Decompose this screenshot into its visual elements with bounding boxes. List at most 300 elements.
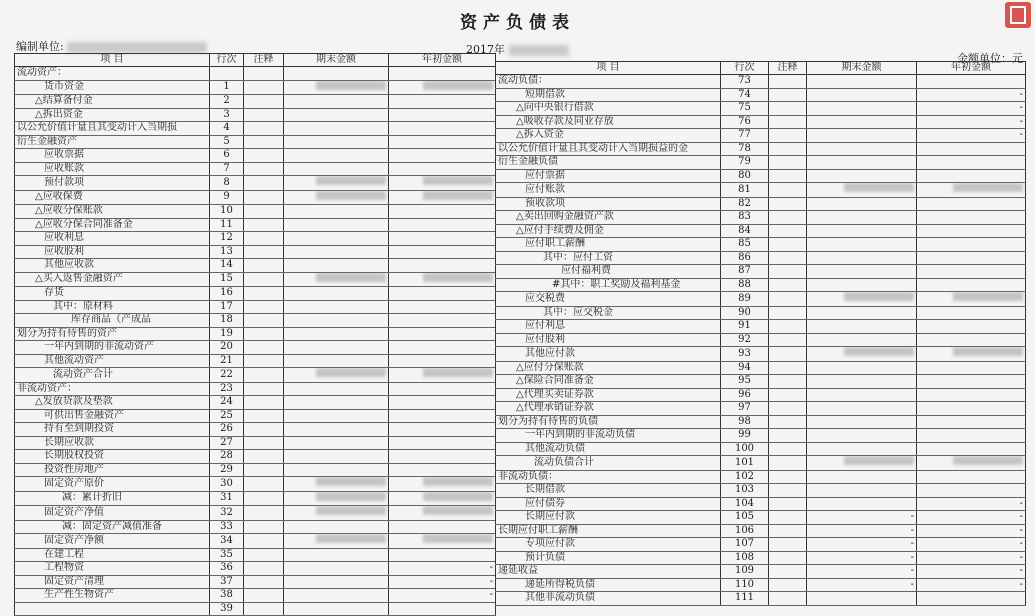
row-item: 其他流动负债 bbox=[496, 442, 721, 456]
row-item: 流动资产合计 bbox=[15, 368, 210, 383]
row-note bbox=[244, 80, 284, 95]
table-row bbox=[15, 135, 496, 149]
row-note bbox=[769, 88, 807, 102]
row-end-amount bbox=[284, 272, 389, 287]
redacted-amount bbox=[316, 368, 386, 377]
page-title: 资产负债表 bbox=[460, 13, 575, 33]
row-begin-amount: - bbox=[917, 538, 1026, 552]
row-end-amount bbox=[807, 388, 917, 402]
redacted-amount bbox=[423, 534, 493, 543]
table-row bbox=[15, 80, 496, 95]
row-item: 其他非流动负债 bbox=[496, 592, 721, 606]
row-item: 其中：原材料 bbox=[15, 300, 210, 314]
row-line-no: 9 bbox=[210, 190, 244, 205]
unit-label: 金额单位：元 bbox=[957, 52, 1023, 65]
redacted-amount bbox=[423, 492, 493, 501]
row-note bbox=[244, 409, 284, 423]
row-begin-amount bbox=[917, 484, 1026, 498]
row-item: 减：固定资产减值准备 bbox=[15, 520, 210, 534]
row-end-amount bbox=[284, 287, 389, 301]
row-begin-amount bbox=[917, 470, 1026, 484]
table-row bbox=[15, 368, 496, 383]
table-row bbox=[15, 176, 496, 191]
row-line-no: 13 bbox=[210, 245, 244, 259]
period-value-redacted bbox=[509, 45, 569, 56]
row-begin-amount bbox=[917, 292, 1026, 307]
row-line-no: 27 bbox=[210, 436, 244, 450]
row-item: 应收票据 bbox=[15, 149, 210, 163]
row-note bbox=[244, 135, 284, 149]
row-note bbox=[769, 211, 807, 225]
compiler-field bbox=[16, 38, 207, 54]
redacted-amount bbox=[316, 492, 386, 501]
row-note bbox=[244, 162, 284, 176]
row-item: 应付福利费 bbox=[496, 265, 721, 279]
row-line-no: 5 bbox=[210, 135, 244, 149]
row-end-amount bbox=[284, 95, 389, 109]
row-end-amount bbox=[284, 520, 389, 534]
row-end-amount bbox=[284, 314, 389, 328]
row-line-no: 86 bbox=[721, 251, 769, 265]
row-note bbox=[244, 423, 284, 437]
header-end-amount: 期末金额 bbox=[284, 54, 389, 67]
row-begin-amount bbox=[389, 450, 496, 464]
table-row bbox=[496, 592, 1026, 606]
redacted-amount bbox=[423, 368, 493, 377]
redacted-amount bbox=[423, 506, 493, 515]
row-note bbox=[244, 232, 284, 246]
redacted-amount bbox=[316, 176, 386, 185]
redacted-amount bbox=[316, 81, 386, 90]
row-note bbox=[769, 333, 807, 347]
row-line-no: 6 bbox=[210, 149, 244, 163]
row-end-amount bbox=[807, 361, 917, 375]
table-row bbox=[496, 578, 1026, 592]
row-end-amount bbox=[807, 115, 917, 129]
row-item: △应收分保合同准备金 bbox=[15, 218, 210, 232]
header-note: 注释 bbox=[769, 62, 807, 75]
row-line-no: 77 bbox=[721, 129, 769, 143]
row-begin-amount: - bbox=[917, 578, 1026, 592]
row-note bbox=[244, 259, 284, 273]
year-text: 2017年 bbox=[466, 43, 505, 56]
table-row bbox=[496, 129, 1026, 143]
row-begin-amount bbox=[389, 67, 496, 81]
table-row bbox=[15, 300, 496, 314]
table-row bbox=[15, 95, 496, 109]
row-begin-amount bbox=[389, 162, 496, 176]
row-line-no: 30 bbox=[210, 477, 244, 492]
row-end-amount bbox=[284, 135, 389, 149]
table-row bbox=[15, 354, 496, 368]
table-row bbox=[496, 538, 1026, 552]
table-row bbox=[15, 436, 496, 450]
row-note bbox=[769, 183, 807, 198]
row-item: 其中：应交税金 bbox=[496, 306, 721, 320]
row-begin-amount bbox=[389, 314, 496, 328]
row-item: 以公允价值计量且其变动计入当期损益的金 bbox=[496, 142, 721, 156]
row-begin-amount bbox=[917, 402, 1026, 416]
row-note bbox=[769, 238, 807, 252]
row-line-no: 105 bbox=[721, 511, 769, 525]
row-end-amount bbox=[284, 450, 389, 464]
row-note bbox=[769, 375, 807, 389]
row-item: 一年内到期的非流动资产 bbox=[15, 341, 210, 355]
row-item: 其中：应付工资 bbox=[496, 251, 721, 265]
row-line-no: 85 bbox=[721, 238, 769, 252]
row-line-no: 94 bbox=[721, 361, 769, 375]
row-line-no: 91 bbox=[721, 320, 769, 334]
row-end-amount bbox=[284, 354, 389, 368]
row-note bbox=[769, 511, 807, 525]
row-line-no: 108 bbox=[721, 551, 769, 565]
row-begin-amount bbox=[389, 149, 496, 163]
row-begin-amount bbox=[389, 520, 496, 534]
row-item: △应收分保账款 bbox=[15, 205, 210, 219]
table-row bbox=[15, 218, 496, 232]
row-begin-amount bbox=[917, 429, 1026, 443]
row-line-no: 89 bbox=[721, 292, 769, 307]
row-line-no: 35 bbox=[210, 548, 244, 562]
row-note bbox=[244, 190, 284, 205]
row-item: 库存商品（产成品 bbox=[15, 314, 210, 328]
row-begin-amount bbox=[917, 347, 1026, 362]
row-end-amount bbox=[284, 259, 389, 273]
table-row bbox=[496, 142, 1026, 156]
row-item: 衍生金融负债 bbox=[496, 156, 721, 170]
row-end-amount bbox=[284, 232, 389, 246]
row-begin-amount bbox=[389, 548, 496, 562]
header-item: 项 目 bbox=[496, 62, 721, 75]
row-item: 固定资产净值 bbox=[15, 506, 210, 521]
row-begin-amount bbox=[917, 375, 1026, 389]
table-row bbox=[15, 589, 496, 603]
row-note bbox=[244, 354, 284, 368]
row-item: 划分为持有待售的负债 bbox=[496, 415, 721, 429]
table-row bbox=[15, 162, 496, 176]
table-row bbox=[15, 314, 496, 328]
row-item: △发放贷款及垫款 bbox=[15, 396, 210, 410]
row-end-amount bbox=[284, 108, 389, 122]
row-begin-amount bbox=[917, 306, 1026, 320]
row-item: 固定资产清理 bbox=[15, 575, 210, 589]
row-end-amount: - bbox=[807, 565, 917, 579]
row-note bbox=[769, 306, 807, 320]
table-row bbox=[15, 287, 496, 301]
table-row bbox=[496, 375, 1026, 389]
compiler-value-redacted bbox=[67, 42, 207, 53]
row-line-no: 106 bbox=[721, 524, 769, 538]
redacted-amount bbox=[953, 456, 1023, 465]
row-note bbox=[769, 265, 807, 279]
row-note bbox=[769, 347, 807, 362]
row-note bbox=[769, 538, 807, 552]
table-row bbox=[496, 415, 1026, 429]
row-line-no: 92 bbox=[721, 333, 769, 347]
row-note bbox=[244, 477, 284, 492]
table-row bbox=[15, 575, 496, 589]
row-note bbox=[244, 506, 284, 521]
row-begin-amount: - bbox=[389, 562, 496, 576]
row-begin-amount bbox=[917, 442, 1026, 456]
row-item: 长期应收款 bbox=[15, 436, 210, 450]
row-note bbox=[244, 300, 284, 314]
row-line-no: 24 bbox=[210, 396, 244, 410]
row-line-no: 74 bbox=[721, 88, 769, 102]
row-end-amount bbox=[807, 306, 917, 320]
row-note bbox=[244, 272, 284, 287]
row-begin-amount bbox=[917, 211, 1026, 225]
row-line-no: 93 bbox=[721, 347, 769, 362]
redacted-amount bbox=[316, 273, 386, 282]
row-line-no: 80 bbox=[721, 169, 769, 183]
row-begin-amount bbox=[917, 169, 1026, 183]
row-begin-amount bbox=[917, 388, 1026, 402]
row-line-no bbox=[210, 67, 244, 81]
row-end-amount bbox=[807, 442, 917, 456]
row-note bbox=[769, 156, 807, 170]
row-note bbox=[769, 251, 807, 265]
table-row bbox=[15, 108, 496, 122]
row-item: 应交税费 bbox=[496, 292, 721, 307]
table-row bbox=[15, 520, 496, 534]
liabilities-header-row bbox=[496, 62, 1026, 75]
row-item: 应收股利 bbox=[15, 245, 210, 259]
row-note bbox=[769, 129, 807, 143]
table-row bbox=[496, 88, 1026, 102]
row-item: 存货 bbox=[15, 287, 210, 301]
row-end-amount: - bbox=[807, 551, 917, 565]
row-line-no: 111 bbox=[721, 592, 769, 606]
row-note bbox=[244, 575, 284, 589]
row-note bbox=[769, 142, 807, 156]
row-item: 长期股权投资 bbox=[15, 450, 210, 464]
row-line-no: 17 bbox=[210, 300, 244, 314]
row-begin-amount bbox=[389, 602, 496, 616]
row-note bbox=[244, 108, 284, 122]
row-note bbox=[769, 442, 807, 456]
row-line-no: 88 bbox=[721, 278, 769, 292]
row-note bbox=[244, 287, 284, 301]
table-row bbox=[496, 265, 1026, 279]
row-item: 应付账款 bbox=[496, 183, 721, 198]
row-item: △代理承销证券款 bbox=[496, 402, 721, 416]
row-line-no: 98 bbox=[721, 415, 769, 429]
row-line-no: 16 bbox=[210, 287, 244, 301]
row-begin-amount bbox=[389, 135, 496, 149]
row-item: 应付债券 bbox=[496, 497, 721, 511]
row-line-no: 21 bbox=[210, 354, 244, 368]
row-item: 应付股利 bbox=[496, 333, 721, 347]
row-line-no: 73 bbox=[721, 75, 769, 89]
row-item: 长期借款 bbox=[496, 484, 721, 498]
row-end-amount bbox=[284, 149, 389, 163]
table-row bbox=[15, 245, 496, 259]
row-begin-amount: - bbox=[917, 102, 1026, 116]
row-note bbox=[769, 415, 807, 429]
row-end-amount bbox=[807, 402, 917, 416]
row-begin-amount bbox=[389, 95, 496, 109]
row-item: 应付利息 bbox=[496, 320, 721, 334]
row-end-amount bbox=[284, 245, 389, 259]
row-line-no: 37 bbox=[210, 575, 244, 589]
row-begin-amount bbox=[389, 287, 496, 301]
liabilities-table bbox=[495, 61, 1026, 606]
row-end-amount bbox=[807, 592, 917, 606]
row-end-amount bbox=[284, 176, 389, 191]
row-begin-amount bbox=[389, 423, 496, 437]
redacted-amount bbox=[316, 534, 386, 543]
row-line-no: 78 bbox=[721, 142, 769, 156]
row-end-amount bbox=[284, 190, 389, 205]
row-item: 可供出售金融资产 bbox=[15, 409, 210, 423]
row-end-amount bbox=[807, 484, 917, 498]
row-begin-amount bbox=[389, 354, 496, 368]
row-line-no: 79 bbox=[721, 156, 769, 170]
row-item: 预计负债 bbox=[496, 551, 721, 565]
row-begin-amount: - bbox=[917, 551, 1026, 565]
row-item: 递延所得税负债 bbox=[496, 578, 721, 592]
row-begin-amount bbox=[389, 259, 496, 273]
row-end-amount bbox=[284, 534, 389, 549]
row-item: 长期应付款 bbox=[496, 511, 721, 525]
row-end-amount bbox=[807, 320, 917, 334]
row-end-amount bbox=[807, 456, 917, 471]
table-row bbox=[496, 361, 1026, 375]
row-end-amount: - bbox=[807, 538, 917, 552]
row-item: 专项应付款 bbox=[496, 538, 721, 552]
row-line-no: 99 bbox=[721, 429, 769, 443]
row-item: 衍生金融资产 bbox=[15, 135, 210, 149]
row-line-no: 18 bbox=[210, 314, 244, 328]
row-item: 生产性生物资产 bbox=[15, 589, 210, 603]
header-begin-amount: 年初金额 bbox=[917, 62, 1026, 75]
redacted-amount bbox=[316, 477, 386, 486]
row-begin-amount bbox=[917, 265, 1026, 279]
row-item: 流动负债合计 bbox=[496, 456, 721, 471]
redacted-amount bbox=[423, 81, 493, 90]
row-begin-amount bbox=[389, 176, 496, 191]
table-row bbox=[15, 423, 496, 437]
row-note bbox=[244, 67, 284, 81]
table-row bbox=[15, 491, 496, 506]
redacted-amount bbox=[953, 183, 1023, 192]
row-begin-amount bbox=[389, 491, 496, 506]
row-begin-amount bbox=[389, 300, 496, 314]
row-item: #其中：职工奖励及福利基金 bbox=[496, 278, 721, 292]
table-row bbox=[15, 602, 496, 616]
row-begin-amount bbox=[389, 232, 496, 246]
row-begin-amount bbox=[389, 477, 496, 492]
row-note bbox=[244, 562, 284, 576]
row-line-no: 102 bbox=[721, 470, 769, 484]
row-end-amount bbox=[284, 80, 389, 95]
row-item: 流动负债： bbox=[496, 75, 721, 89]
row-item: 减：累计折旧 bbox=[15, 491, 210, 506]
row-end-amount bbox=[807, 470, 917, 484]
row-line-no: 11 bbox=[210, 218, 244, 232]
row-line-no: 33 bbox=[210, 520, 244, 534]
row-note bbox=[769, 497, 807, 511]
row-note bbox=[769, 361, 807, 375]
row-begin-amount bbox=[917, 75, 1026, 89]
row-begin-amount bbox=[917, 183, 1026, 198]
row-begin-amount bbox=[917, 238, 1026, 252]
header-line-no: 行次 bbox=[721, 62, 769, 75]
row-begin-amount bbox=[389, 122, 496, 136]
row-note bbox=[244, 245, 284, 259]
row-item: 非流动资产： bbox=[15, 382, 210, 396]
header-end-amount: 期末金额 bbox=[807, 62, 917, 75]
row-line-no: 26 bbox=[210, 423, 244, 437]
table-row bbox=[496, 169, 1026, 183]
row-begin-amount bbox=[917, 320, 1026, 334]
row-end-amount: - bbox=[807, 578, 917, 592]
table-row bbox=[496, 470, 1026, 484]
table-row bbox=[496, 402, 1026, 416]
row-line-no: 10 bbox=[210, 205, 244, 219]
table-row bbox=[496, 115, 1026, 129]
row-begin-amount: - bbox=[917, 115, 1026, 129]
row-note bbox=[769, 169, 807, 183]
row-end-amount: - bbox=[807, 511, 917, 525]
row-end-amount bbox=[284, 436, 389, 450]
redacted-amount bbox=[423, 477, 493, 486]
row-item: △应付手续费及佣金 bbox=[496, 224, 721, 238]
row-begin-amount: - bbox=[389, 589, 496, 603]
row-begin-amount: - bbox=[917, 497, 1026, 511]
row-begin-amount: - bbox=[389, 575, 496, 589]
table-row bbox=[15, 205, 496, 219]
row-begin-amount bbox=[389, 272, 496, 287]
row-line-no: 19 bbox=[210, 327, 244, 341]
table-row bbox=[15, 396, 496, 410]
table-row bbox=[496, 306, 1026, 320]
row-end-amount bbox=[284, 67, 389, 81]
row-begin-amount bbox=[389, 205, 496, 219]
header-note: 注释 bbox=[244, 54, 284, 67]
assets-table bbox=[14, 53, 496, 616]
row-line-no: 81 bbox=[721, 183, 769, 198]
table-row bbox=[496, 292, 1026, 307]
row-note bbox=[769, 320, 807, 334]
table-row bbox=[15, 382, 496, 396]
row-begin-amount bbox=[917, 224, 1026, 238]
row-note bbox=[244, 534, 284, 549]
row-end-amount bbox=[807, 292, 917, 307]
row-line-no: 22 bbox=[210, 368, 244, 383]
row-item bbox=[15, 602, 210, 616]
row-note bbox=[244, 205, 284, 219]
row-end-amount bbox=[284, 368, 389, 383]
row-begin-amount bbox=[917, 278, 1026, 292]
row-line-no: 15 bbox=[210, 272, 244, 287]
row-note bbox=[769, 224, 807, 238]
table-row bbox=[15, 122, 496, 136]
table-row bbox=[496, 551, 1026, 565]
row-end-amount bbox=[284, 491, 389, 506]
row-line-no: 20 bbox=[210, 341, 244, 355]
row-item: 固定资产原价 bbox=[15, 477, 210, 492]
row-end-amount bbox=[284, 327, 389, 341]
row-end-amount bbox=[284, 396, 389, 410]
row-item: 预收款项 bbox=[496, 197, 721, 211]
row-begin-amount: - bbox=[917, 88, 1026, 102]
row-item: △吸收存款及同业存放 bbox=[496, 115, 721, 129]
table-row bbox=[496, 102, 1026, 116]
row-note bbox=[244, 602, 284, 616]
table-row bbox=[496, 388, 1026, 402]
